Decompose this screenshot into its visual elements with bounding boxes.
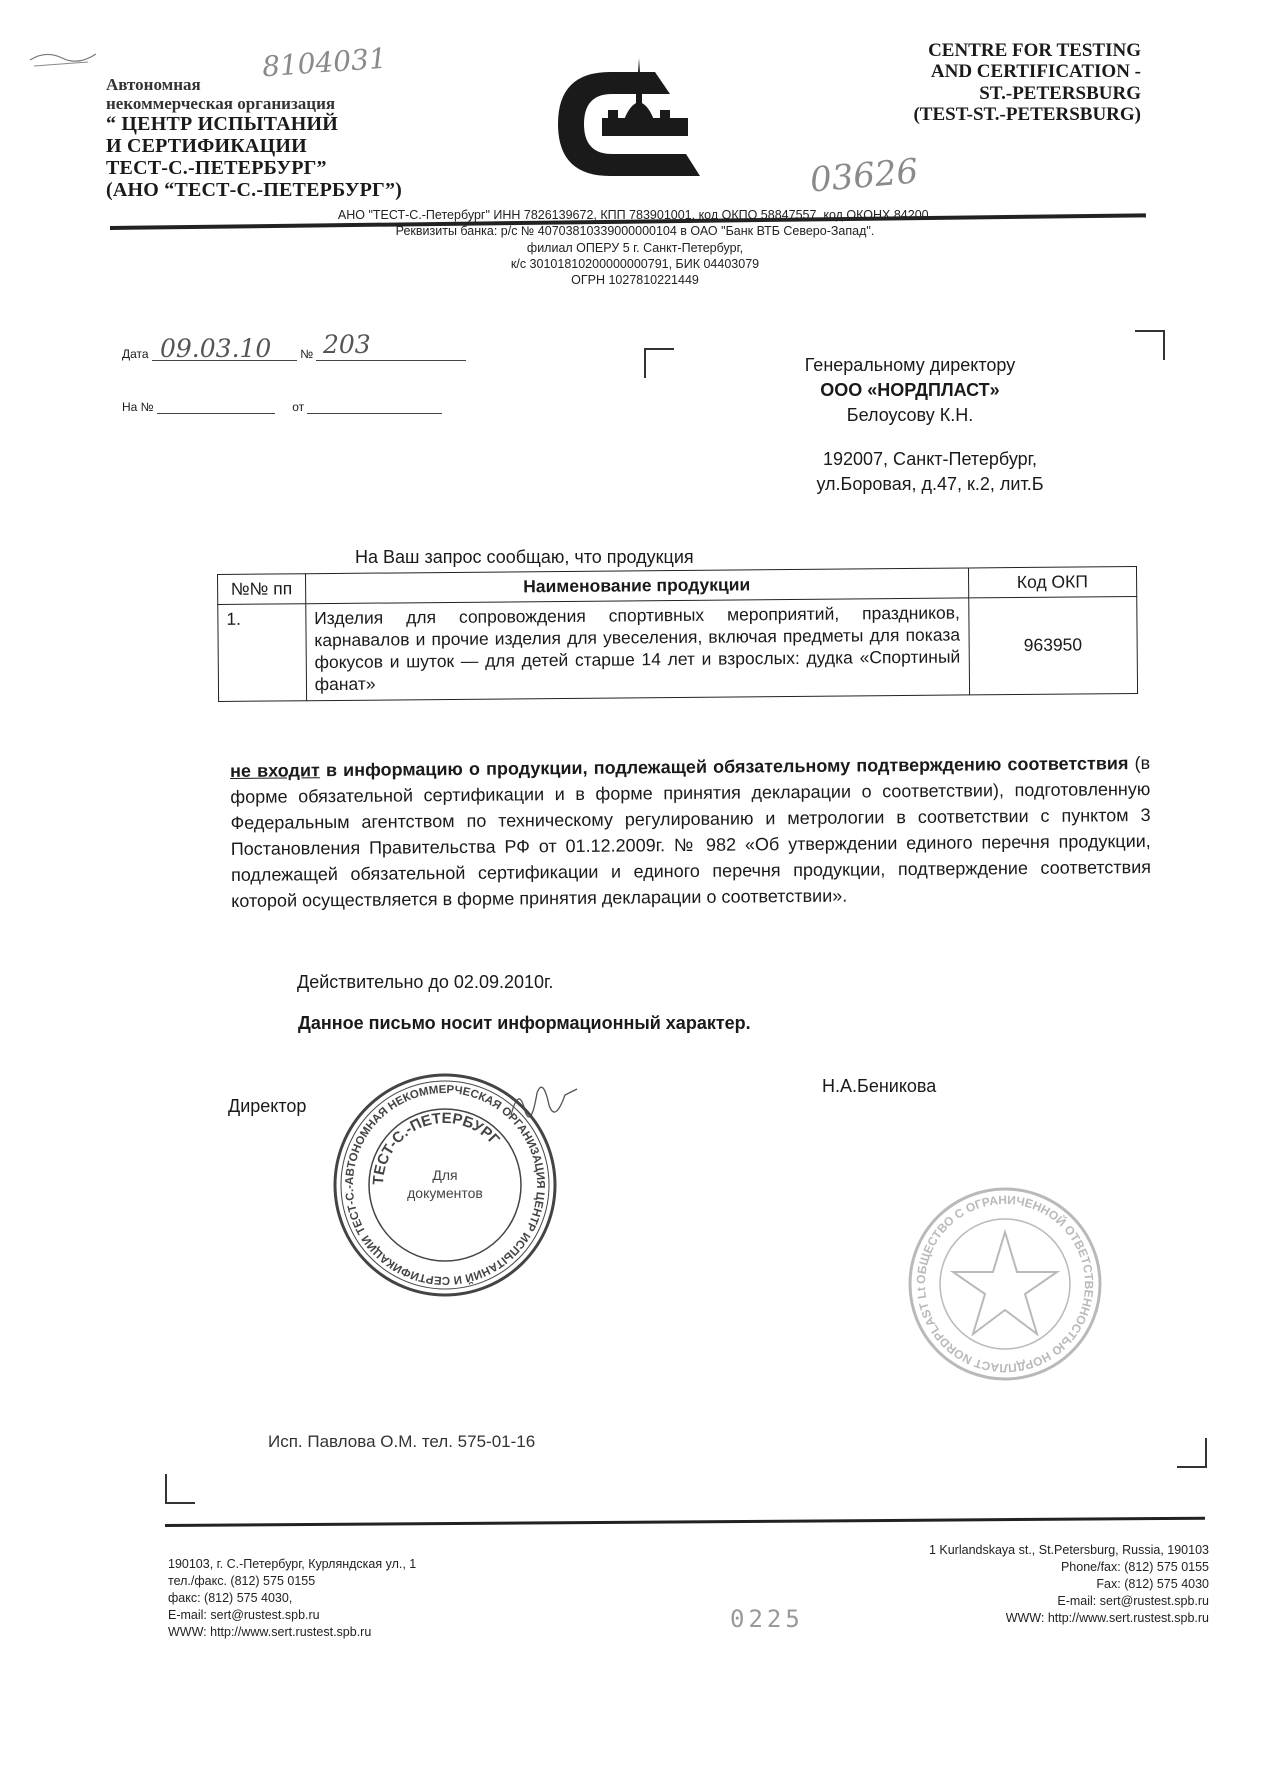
org-ru-line2: некоммерческая организация: [106, 93, 336, 113]
footer-right-line1: 1 Kurlandskaya st., St.Petersburg, Russia, 190103: [928, 1543, 1209, 1557]
stamp-center-line1: Для: [432, 1167, 458, 1183]
nordplast-ring-text: ОБЩЕСТВО С ОГРАНИЧЕННОЙ ОТВЕТСТВЕННОСТЬЮ НОРДПЛАСТ NORDPLAST Lt: [913, 1192, 1097, 1376]
org-en-line4: (TEST-ST.-PETERSBURG): [913, 104, 1141, 126]
org-ru-line6: (АНО “ТЕСТ-С.-ПЕТЕРБУРГ”): [106, 179, 403, 202]
requisites-line5: ОГРН 1027810221449: [571, 273, 699, 287]
product-table: [217, 566, 1138, 702]
handwritten-reg-number: 03626: [808, 151, 920, 201]
addressee-line2: ООО «НОРДПЛАСТ»: [820, 380, 1000, 401]
cell-name: Изделия для сопровождения спортивных мероприятий, праздников, карнавалов и прочие изделия для увеселения, включая предметы для показа фокусов и шуток — для детей старше 14 лет и взрослых: дудка «Спортиный фанат»: [306, 598, 970, 700]
form-serial-number: 0225: [730, 1605, 804, 1633]
org-en-line3: ST.-PETERSBURG: [979, 82, 1141, 104]
nordplast-stamp: [905, 1184, 1105, 1384]
footer-left-line1: 190103, г. С.-Петербург, Курляндская ул., 1: [168, 1557, 417, 1571]
requisites-line4: к/с 30101810200000000791, БИК 04403079: [510, 256, 760, 271]
executor-line: Исп. Павлова О.М. тел. 575-01-16: [268, 1432, 536, 1451]
addressee-address: [780, 447, 1080, 497]
from-label: от: [292, 400, 305, 414]
stamp-ring-text: АВТОНОМНАЯ НЕКОММЕРЧЕСКАЯ ОРГАНИЗАЦИЯ ЦЕНТР ИСПЫТАНИЙ И СЕРТИФИКАЦИИ ТЕСТ-С.-: [343, 1083, 547, 1287]
org-ru-line4: И СЕРТИФИКАЦИИ: [106, 135, 307, 158]
body-bold-phrase: в информацию о продукции, подлежащей обязательному подтверждению соответствия: [319, 753, 1129, 781]
footer-divider: [165, 1517, 1205, 1527]
col-header-name: Наименование продукции: [305, 568, 968, 604]
organization-stamp: [330, 1070, 560, 1300]
handwritten-top-number: 8104031: [261, 41, 388, 84]
stamp-center-line2: документов: [407, 1185, 483, 1201]
handwritten-date: 09.03.10: [160, 334, 272, 363]
corner-bracket-bottom-left: [165, 1474, 195, 1504]
col-header-code: Код ОКП: [968, 566, 1137, 597]
intro-text: На Ваш запрос сообщаю, что продукция: [355, 547, 694, 567]
footer-left-line3: факс: (812) 575 4030,: [168, 1590, 293, 1605]
handwritten-number: 203: [323, 330, 371, 359]
org-ru-line1: Автономная: [106, 75, 201, 94]
address-line2: ул.Боровая, д.47, к.2, лит.Б: [816, 474, 1044, 495]
footer-right-line3: Fax: (812) 575 4030: [1096, 1576, 1209, 1591]
reference-row: [122, 399, 442, 414]
col-header-num: №№ пп: [218, 574, 306, 605]
signatory-name: Н.А.Беникова: [822, 1076, 937, 1096]
footer-right-line4: E-mail: sert@rustest.spb.ru: [1057, 1593, 1209, 1608]
footer-right-line5: WWW: http://www.sert.rustest.spb.ru: [1005, 1610, 1209, 1625]
address-line1: 192007, Санкт-Петербург,: [822, 449, 1038, 469]
ref-line: [157, 399, 275, 414]
addressee-line3: Белоусову К.Н.: [846, 405, 974, 426]
footer-left-line2: тел./факс. (812) 575 0155: [168, 1573, 316, 1588]
addressee-line1: Генеральному директору: [804, 355, 1016, 375]
org-ru-line3: “ ЦЕНТР ИСПЫТАНИЙ: [106, 113, 339, 136]
star-icon: [953, 1232, 1057, 1334]
number-label: №: [300, 347, 314, 361]
cell-num: 1.: [218, 604, 307, 701]
signatory-title: Директор: [228, 1096, 307, 1116]
date-label: Дата: [122, 347, 149, 361]
table-row: [218, 596, 1138, 701]
footer-right-line2: Phone/fax: (812) 575 0155: [1060, 1559, 1209, 1574]
cell-code: 963950: [968, 596, 1137, 694]
footer-address-en: [929, 1542, 1209, 1626]
cs-logo: [540, 58, 710, 188]
org-en-line2: AND CERTIFICATION -: [930, 61, 1141, 83]
from-line: [307, 399, 442, 414]
body-paragraph: [230, 750, 1151, 915]
corner-bracket-top-right: [1135, 330, 1165, 360]
stamp-inner-text: ТЕСТ-С.-ПЕТЕРБУРГ: [369, 1109, 503, 1186]
valid-until: Действительно до 02.09.2010г.: [297, 972, 554, 992]
requisites-line1: АНО "ТЕСТ-С.-Петербург" ИНН 7826139672, КПП 783901001, код ОКПО 58847557, код ОКОНХ 84200.: [337, 208, 933, 222]
org-ru-line5: ТЕСТ-С.-ПЕТЕРБУРГ”: [106, 157, 327, 180]
org-name-en: [881, 40, 1141, 126]
ref-label: На №: [122, 400, 154, 414]
footer-left-line4: E-mail: sert@rustest.spb.ru: [168, 1607, 320, 1622]
org-name-ru: [106, 76, 436, 201]
info-note: Данное письмо носит информационный характер.: [298, 1013, 751, 1033]
requisites-line2: Реквизиты банка: р/с № 40703810339000000104 в ОАО "Банк ВТБ Северо-Запад".: [395, 224, 875, 239]
corner-bracket-top-left: [644, 348, 674, 378]
addressee-block: [760, 353, 1060, 429]
corner-bracket-bottom-right: [1177, 1438, 1207, 1468]
body-rest: (в форме обязательной сертификации и в форме принятия декларации о соответствии), подготовленную Федеральным агентством по техническому регулированию и метрологии в соответствии с пунктом 3 Постановления Правительства РФ от 01.12.2009г. № 982 «Об утверждении единого перечня продукции, подлежащей обязательной сертификации и единого перечня продукции, подтверждение соответствия которой осуществляется в форме принятия декларации о соответствии».: [230, 752, 1152, 912]
bank-requisites: [260, 207, 1010, 288]
body-not-included: не входит: [230, 760, 320, 781]
footer-left-line5: WWW: http://www.sert.rustest.spb.ru: [168, 1624, 372, 1639]
footer-address-ru: [168, 1556, 416, 1640]
requisites-line3: филиал ОПЕРУ 5 г. Санкт-Петербург,: [526, 240, 744, 255]
corner-scribble: [28, 48, 98, 70]
org-en-line1: CENTRE FOR TESTING: [928, 40, 1141, 61]
